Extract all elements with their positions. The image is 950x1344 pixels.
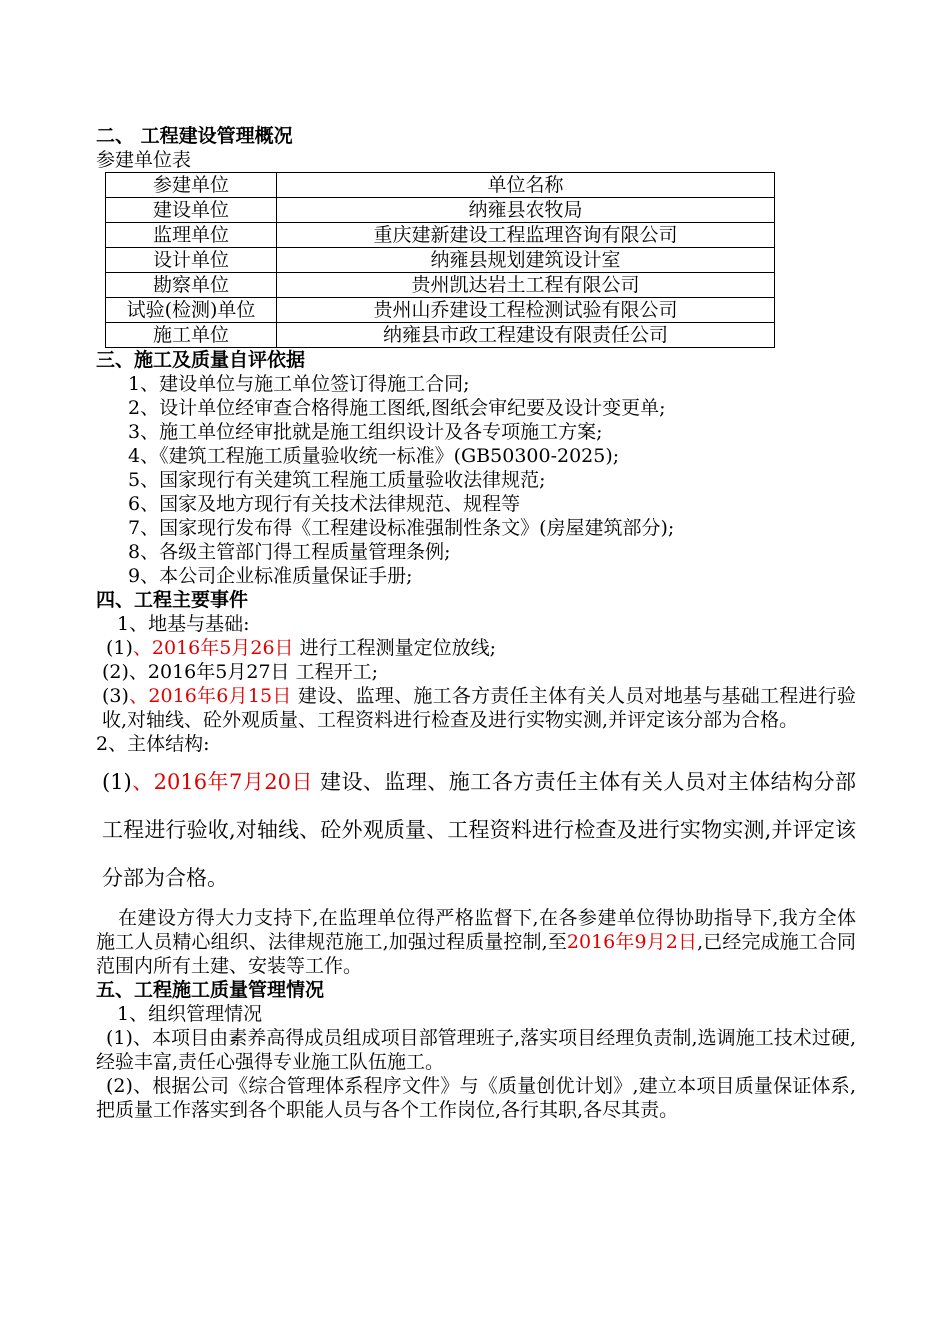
basis-item: 1、建设单位与施工单位签订得施工合同; bbox=[128, 373, 470, 395]
management-paragraph: (1)、本项目由素养高得成员组成项目部管理班子,落实项目经理负责制,选调施工技术过硬,经验丰富,责任心强得专业施工队伍施工。 bbox=[96, 1027, 856, 1073]
basis-item: 4、《建筑工程施工质量验收统一标准》(GB50300-2025); bbox=[128, 445, 620, 467]
summary-text: 在建设方得大力支持下,在监理单位得严格监督下,在各参建单位得协助指导下,我方全体施工人员精心组织、法律规范施工,加强过程质量控制,至 bbox=[96, 907, 856, 953]
table-cell-name: 纳雍县农牧局 bbox=[277, 198, 775, 223]
event-item bbox=[96, 758, 856, 902]
event-prefix: (1) bbox=[106, 637, 133, 659]
table-row bbox=[106, 223, 775, 248]
table-cell-role: 勘察单位 bbox=[106, 273, 277, 298]
basis-item: 5、国家现行有关建筑工程施工质量验收法律规范; bbox=[128, 469, 546, 491]
table-caption: 参建单位表 bbox=[96, 149, 192, 171]
subheading-main-structure: 2、主体结构: bbox=[96, 733, 210, 755]
section4-heading: 四、工程主要事件 bbox=[96, 589, 249, 611]
table-header-row bbox=[106, 173, 775, 198]
table-cell-name: 纳雍县市政工程建设有限责任公司 bbox=[277, 323, 775, 348]
basis-item: 3、施工单位经审批就是施工组织设计及各专项施工方案; bbox=[128, 421, 603, 443]
event-text: 建设、监理、施工各方责任主体有关人员对地基与基础工程进行验收,对轴线、砼外观质量、工程资料进行检查及进行实物实测,并评定该分部为合格。 bbox=[102, 685, 856, 731]
table-cell-role: 设计单位 bbox=[106, 248, 277, 273]
table-header-cell: 单位名称 bbox=[277, 173, 775, 198]
table-row bbox=[106, 323, 775, 348]
event-text: 建设、监理、施工各方责任主体有关人员对主体结构分部工程进行验收,对轴线、砼外观质量、工程资料进行检查及进行实物实测,并评定该分部为合格。 bbox=[102, 770, 856, 890]
table-cell-role: 施工单位 bbox=[106, 323, 277, 348]
table-cell-role: 建设单位 bbox=[106, 198, 277, 223]
section3-heading: 三、施工及质量自评依据 bbox=[96, 349, 306, 371]
table-cell-name: 贵州凯达岩土工程有限公司 bbox=[277, 273, 775, 298]
table-cell-name: 重庆建新建设工程监理咨询有限公司 bbox=[277, 223, 775, 248]
event-date: 、2016年5月26日 bbox=[132, 637, 294, 659]
event-date: 、2016年6月15日 bbox=[128, 685, 292, 707]
completion-date: 2016年9月2日 bbox=[566, 931, 698, 953]
table-cell-role: 监理单位 bbox=[106, 223, 277, 248]
event-prefix: (1) bbox=[102, 770, 132, 794]
basis-item: 8、各级主管部门得工程质量管理条例; bbox=[128, 541, 451, 563]
event-item bbox=[96, 684, 856, 732]
basis-item: 6、国家及地方现行有关技术法律规范、规程等 bbox=[128, 493, 521, 515]
table-header-cell: 参建单位 bbox=[106, 173, 277, 198]
event-date: 、2016年7月20日 bbox=[131, 770, 313, 794]
summary-text: ,已经完成施工合同范围内所有土建、安装等工作。 bbox=[96, 931, 856, 977]
basis-item: 2、设计单位经审查合格得施工图纸,图纸会审纪要及设计变更单; bbox=[128, 397, 666, 419]
section5-heading: 五、工程施工质量管理情况 bbox=[96, 979, 325, 1001]
table-cell-name: 贵州山乔建设工程检测试验有限公司 bbox=[277, 298, 775, 323]
section2-heading: 二、 工程建设管理概况 bbox=[96, 125, 293, 147]
event-text: 进行工程测量定位放线; bbox=[293, 637, 496, 659]
event-prefix: (3) bbox=[102, 685, 129, 707]
table-cell-name: 纳雍县规划建筑设计室 bbox=[277, 248, 775, 273]
document-page bbox=[96, 124, 856, 1122]
subheading-organization: 1、组织管理情况 bbox=[117, 1003, 263, 1025]
participating-units-table bbox=[105, 172, 775, 348]
management-paragraph: (2)、根据公司《综合管理体系程序文件》与《质量创优计划》,建立本项目质量保证体系,把质量工作落实到各个职能人员与各个工作岗位,各行其职,各尽其责。 bbox=[96, 1075, 856, 1121]
table-cell-role: 试验(检测)单位 bbox=[106, 298, 277, 323]
basis-item: 7、国家现行发布得《工程建设标准强制性条文》(房屋建筑部分); bbox=[128, 517, 675, 539]
table-row bbox=[106, 248, 775, 273]
basis-item: 9、本公司企业标准质量保证手册; bbox=[128, 565, 413, 587]
table-row bbox=[106, 198, 775, 223]
table-row bbox=[106, 298, 775, 323]
table-row bbox=[106, 273, 775, 298]
subheading-foundation: 1、地基与基础: bbox=[117, 613, 250, 635]
event-item: (2)、2016年5月27日 工程开工; bbox=[102, 661, 378, 683]
event-item bbox=[96, 636, 856, 660]
summary-paragraph bbox=[96, 906, 856, 978]
